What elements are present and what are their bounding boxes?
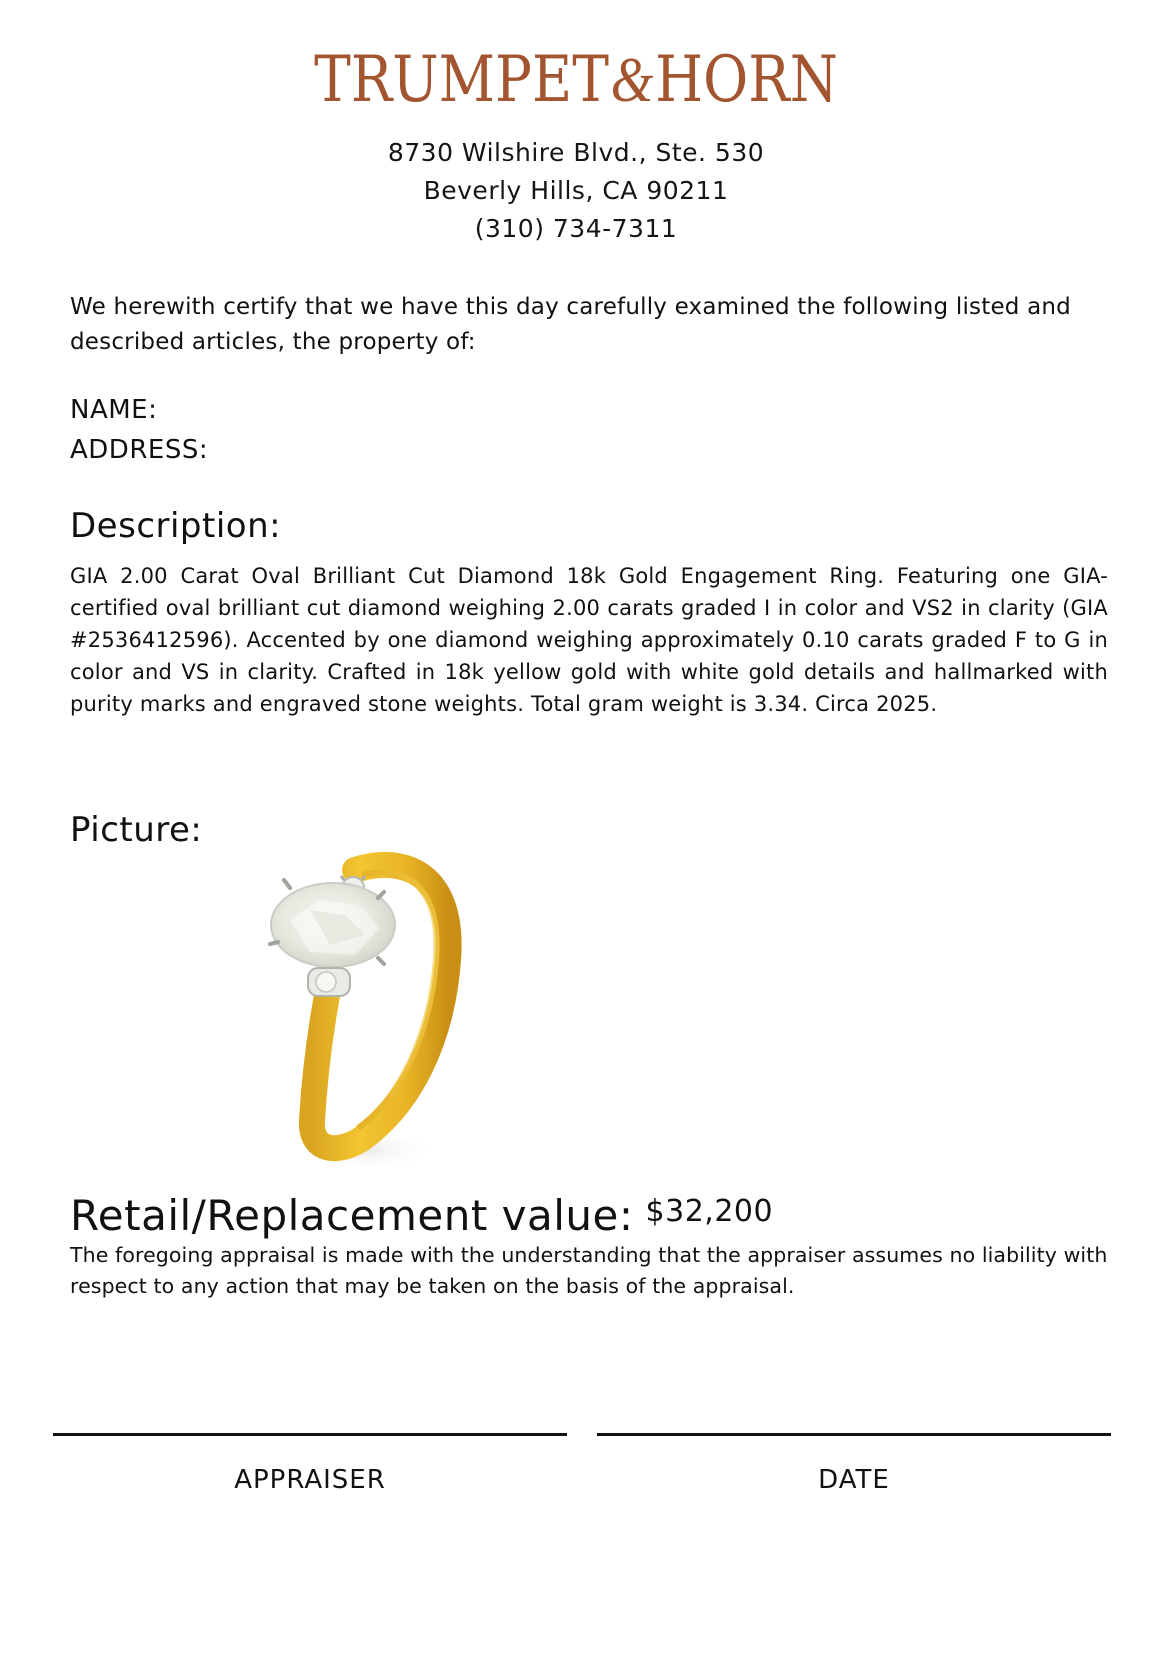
description-body: GIA 2.00 Carat Oval Brilliant Cut Diamond 18k Gold Engagement Ring. Featuring one GIA-certified oval brilliant cut diamond weighing 2.00 carats graded I in color and VS2 in clarity (GIA #2536412596). Accented by one diamond weighing approximately 0.10 carats graded F to G in color and VS in clarity. Crafted in 18k yellow gold with white gold details and hallmarked with purity marks and engraved stone weights. Total gram weight is 3.34. Circa 2025. [70, 564, 1108, 716]
valuation-amount: $32,200 [645, 1194, 774, 1229]
certification-statement: We herewith certify that we have this day carefully examined the following listed and described articles, the property of: [70, 294, 1071, 355]
side-stone-bottom [308, 968, 350, 996]
date-label: DATE [818, 1465, 890, 1495]
ring-picture [250, 850, 490, 1180]
valuation-row [70, 1190, 773, 1242]
owner-name-label: NAME: [70, 395, 158, 425]
logo-word-trumpet: TRUMPET [314, 43, 609, 117]
owner-address-label: ADDRESS: [70, 435, 209, 465]
main-diamond [270, 880, 395, 967]
logo-ampersand: & [610, 44, 654, 115]
address-street: 8730 Wilshire Blvd., Ste. 530 [387, 138, 765, 167]
appraiser-signature-line [53, 1433, 567, 1436]
appraiser-label: APPRAISER [234, 1465, 386, 1495]
logo-word-horn: HORN [655, 43, 838, 117]
address-city: Beverly Hills, CA 90211 [423, 176, 729, 205]
address-phone: (310) 734-7311 [474, 214, 678, 243]
company-address [0, 134, 1152, 248]
date-signature-line [597, 1433, 1111, 1436]
ring-image-icon [250, 850, 490, 1180]
liability-disclaimer: The foregoing appraisal is made with the understanding that the appraiser assumes no liability with respect to any action that may be taken on the basis of the appraisal. [70, 1243, 1108, 1298]
company-logo [81, 44, 1072, 116]
picture-heading: Picture: [70, 810, 203, 850]
description-heading: Description: [70, 506, 282, 546]
valuation-label: Retail/Replacement value: [70, 1191, 634, 1240]
